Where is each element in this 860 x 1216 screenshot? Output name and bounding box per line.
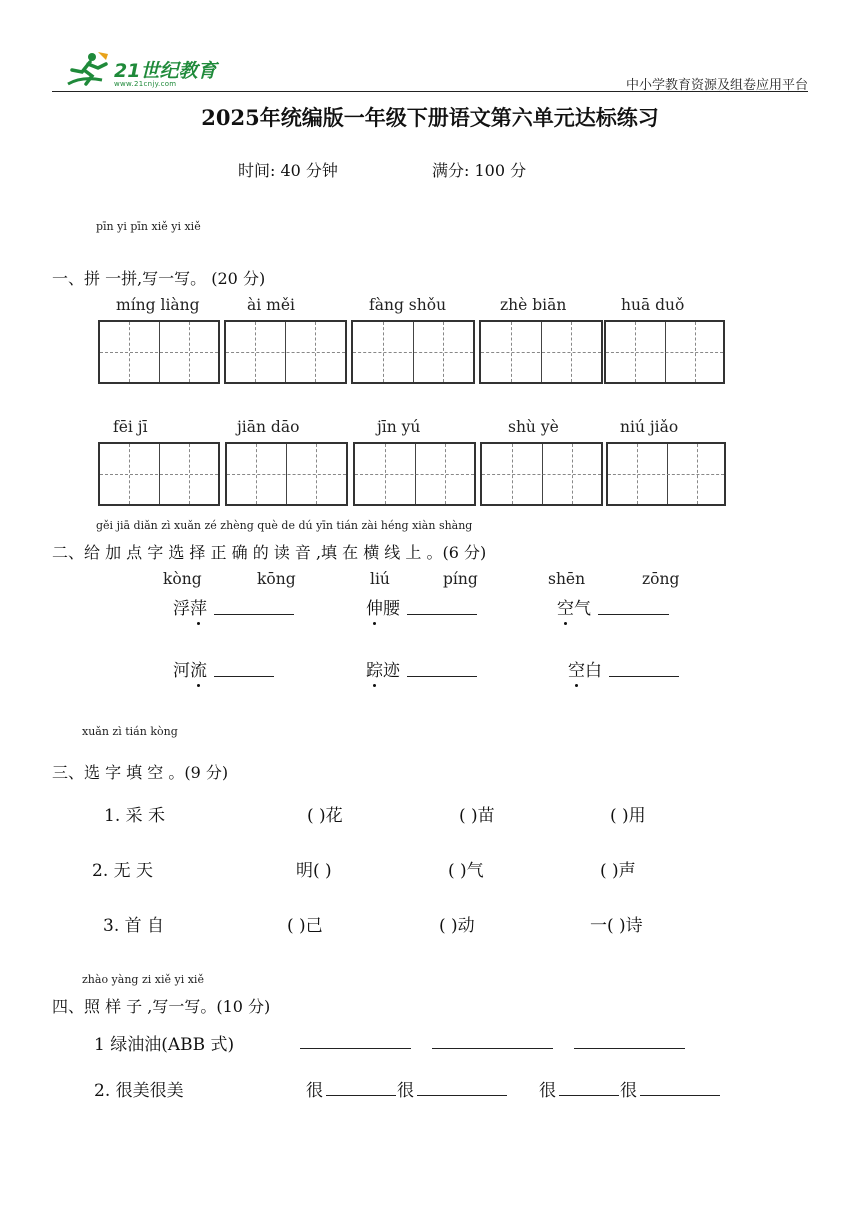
choice-blank[interactable]: ( )用 xyxy=(610,806,646,826)
choice-blank[interactable]: 一( )诗 xyxy=(590,916,643,936)
answer-blank[interactable] xyxy=(417,1095,507,1096)
choice-label: 3. 首 自 xyxy=(103,916,165,936)
option-pinyin: kòng xyxy=(163,570,202,588)
answer-blank[interactable] xyxy=(640,1095,720,1096)
word-item: 踪迹 xyxy=(366,661,400,681)
platform-name: 中小学教育资源及组卷应用平台 xyxy=(625,78,808,93)
row1-pinyin-1: míng liàng xyxy=(116,296,200,314)
writing-grid[interactable] xyxy=(353,442,476,506)
logo xyxy=(62,50,242,94)
example-label: 2. 很美很美 xyxy=(94,1081,184,1101)
word-item: 河流 xyxy=(173,661,207,681)
row1-pinyin-2: ài měi xyxy=(247,296,295,314)
answer-blank[interactable] xyxy=(432,1048,553,1049)
word-item: 空气 xyxy=(557,599,591,619)
writing-grid[interactable] xyxy=(351,320,475,384)
word-item: 伸腰 xyxy=(366,599,400,619)
writing-grid[interactable] xyxy=(98,442,220,506)
word-item: 空白 xyxy=(568,661,602,681)
section2-pinyin: gěi jiā diǎn zì xuǎn zé zhèng què de dú yīn tián zài héng xiàn shàng xyxy=(96,519,473,532)
answer-blank[interactable] xyxy=(214,676,274,677)
row2-pinyin-1: fēi jī xyxy=(113,418,148,436)
hen-char: 很 xyxy=(620,1081,637,1101)
choice-label: 2. 无 天 xyxy=(92,861,154,881)
option-pinyin: liú xyxy=(370,570,390,588)
answer-blank[interactable] xyxy=(326,1095,396,1096)
answer-blank[interactable] xyxy=(559,1095,619,1096)
row2-pinyin-4: shù yè xyxy=(508,418,559,436)
word-item: 浮萍 xyxy=(173,599,207,619)
section3-pinyin: xuǎn zì tián kòng xyxy=(82,725,178,738)
page-title: 2025年统编版一年级下册语文第六单元达标练习 xyxy=(201,105,659,130)
section3-heading: 三、选 字 填 空 。(9 分) xyxy=(52,763,229,782)
choice-blank[interactable]: ( )声 xyxy=(600,861,636,881)
hen-char: 很 xyxy=(539,1081,556,1101)
answer-blank[interactable] xyxy=(609,676,679,677)
answer-blank[interactable] xyxy=(598,614,669,615)
row2-pinyin-2: jiān dāo xyxy=(237,418,300,436)
choice-blank[interactable]: 明( ) xyxy=(296,861,332,881)
runner-icon xyxy=(62,50,112,90)
option-pinyin: píng xyxy=(443,570,478,588)
choice-label: 1. 采 禾 xyxy=(104,806,166,826)
answer-blank[interactable] xyxy=(214,614,294,615)
section2-heading: 二、给 加 点 字 选 择 正 确 的 读 音 ,填 在 横 线 上 。(6 分) xyxy=(52,543,487,562)
row1-pinyin-3: fàng shǒu xyxy=(369,296,447,314)
example-label: 1 绿油油(ABB 式) xyxy=(94,1035,235,1055)
writing-grid[interactable] xyxy=(98,320,220,384)
exam-time: 时间: 40 分钟 xyxy=(238,161,338,180)
section1-heading: 一、拼 一拼,写一写。 (20 分) xyxy=(52,269,266,288)
answer-blank[interactable] xyxy=(407,614,477,615)
answer-blank[interactable] xyxy=(574,1048,685,1049)
writing-grid[interactable] xyxy=(479,320,603,384)
choice-blank[interactable]: ( )花 xyxy=(307,806,343,826)
section4-pinyin: zhào yàng zi xiě yi xiě xyxy=(82,973,204,986)
choice-blank[interactable]: ( )己 xyxy=(287,916,323,936)
writing-grid[interactable] xyxy=(606,442,726,506)
choice-blank[interactable]: ( )气 xyxy=(448,861,484,881)
option-pinyin: zōng xyxy=(642,570,680,588)
writing-grid[interactable] xyxy=(604,320,725,384)
row2-pinyin-5: niú jiǎo xyxy=(620,418,679,436)
full-score: 满分: 100 分 xyxy=(432,161,527,180)
option-pinyin: kōng xyxy=(257,570,296,588)
logo-text: 21世纪教育 xyxy=(114,60,217,82)
header-divider xyxy=(52,91,808,92)
answer-blank[interactable] xyxy=(300,1048,411,1049)
section4-heading: 四、照 样 子 ,写一写。(10 分) xyxy=(52,997,271,1016)
choice-blank[interactable]: ( )苗 xyxy=(459,806,495,826)
option-pinyin: shēn xyxy=(548,570,586,588)
writing-grid[interactable] xyxy=(225,442,348,506)
hen-char: 很 xyxy=(306,1081,323,1101)
hen-char: 很 xyxy=(397,1081,414,1101)
row1-pinyin-5: huā duǒ xyxy=(621,296,685,314)
section1-pinyin: pīn yi pīn xiě yi xiě xyxy=(96,220,201,233)
logo-url: www.21cnjy.com xyxy=(114,80,177,88)
writing-grid[interactable] xyxy=(224,320,347,384)
writing-grid[interactable] xyxy=(480,442,603,506)
row2-pinyin-3: jīn yú xyxy=(377,418,421,436)
answer-blank[interactable] xyxy=(407,676,477,677)
row1-pinyin-4: zhè biān xyxy=(500,296,567,314)
choice-blank[interactable]: ( )动 xyxy=(439,916,475,936)
